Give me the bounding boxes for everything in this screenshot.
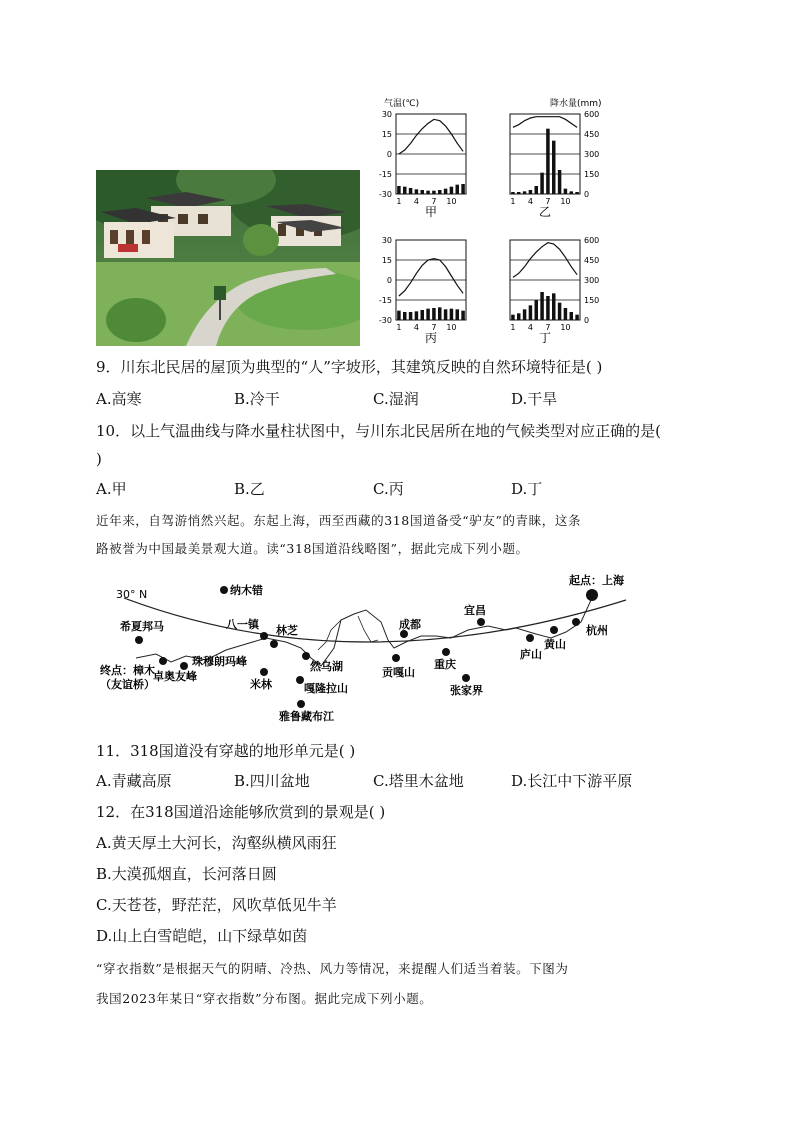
- q11-option-d[interactable]: D.长江中下游平原: [511, 772, 633, 790]
- precip-tick-label: 600: [584, 110, 600, 119]
- precip-bar: [558, 170, 562, 194]
- temp-tick-label: 30: [381, 236, 392, 245]
- precip-bar: [403, 312, 407, 320]
- label-bayi: 八一镇: [226, 618, 259, 631]
- label-ranwu: 然乌湖: [310, 660, 343, 673]
- month-tick-label: 1: [396, 323, 402, 332]
- map-dot-chongqing: [442, 648, 450, 656]
- precip-bar: [523, 309, 527, 320]
- map-dot-linzhi: [270, 640, 278, 648]
- precip-bar: [409, 188, 413, 194]
- precip-bar: [397, 311, 401, 320]
- label-zhuoao: 卓奥友峰: [153, 670, 197, 683]
- month-tick-label: 7: [431, 323, 437, 332]
- precip-bar: [558, 303, 562, 320]
- map-dot-huangshan: [550, 626, 558, 634]
- label-end-zhangmu: 终点：樟木: [100, 664, 155, 677]
- label-gongga: 贡嘎山: [382, 666, 415, 679]
- q10-option-d[interactable]: D.丁: [511, 480, 543, 498]
- month-tick-label: 7: [545, 323, 551, 332]
- temp-axis-label: 气温(℃): [384, 99, 420, 109]
- precip-bar: [450, 309, 454, 320]
- sichuan-houses-photo: [96, 170, 360, 346]
- month-tick-label: 10: [560, 323, 571, 332]
- month-tick-label: 7: [545, 197, 551, 206]
- month-tick-label: 4: [527, 197, 533, 206]
- chart-name-label: 丁: [538, 331, 552, 345]
- q11-option-b[interactable]: B.四川盆地: [234, 772, 310, 790]
- precip-bar: [523, 191, 527, 194]
- map-dot-shanghai: [586, 589, 598, 601]
- map-dot-zhangjiajie: [462, 674, 470, 682]
- chart-name-label: 乙: [538, 205, 552, 219]
- temp-tick-label: -15: [378, 296, 392, 305]
- precip-bar: [529, 305, 533, 320]
- precip-bar: [461, 184, 465, 194]
- precip-bar: [535, 186, 539, 194]
- map-dot-yichang: [477, 618, 485, 626]
- question-12: 12．在318国道沿途能够欣赏到的景观是( ): [96, 803, 386, 821]
- precip-bar: [456, 309, 460, 320]
- label-yichang: 宜昌: [464, 604, 486, 617]
- q11-option-c[interactable]: C.塔里木盆地: [373, 772, 464, 790]
- passage-dressing-line1: “穿衣指数”是根据天气的阴晴、冷热、风力等情况，来提醒人们适当着装。下图为: [96, 961, 569, 976]
- precip-axis-label: 降水量(mm): [550, 99, 602, 109]
- temperature-line: [399, 259, 463, 296]
- temp-tick-label: -30: [378, 316, 392, 325]
- label-linzhi: 林芝: [276, 624, 298, 637]
- map-dot-namucuo: [220, 586, 228, 594]
- precip-bar: [426, 191, 430, 194]
- precip-tick-label: 0: [584, 190, 590, 199]
- precip-tick-label: 600: [584, 236, 600, 245]
- q9-option-b[interactable]: B.冷干: [234, 390, 280, 408]
- label-chengdu: 成都: [399, 618, 421, 631]
- month-tick-label: 10: [446, 197, 457, 206]
- precip-bar: [444, 309, 448, 320]
- question-11: 11．318国道没有穿越的地形单元是( ): [96, 742, 356, 760]
- month-tick-label: 1: [510, 197, 516, 206]
- precip-bar: [564, 189, 568, 194]
- label-namucuo: 纳木错: [230, 584, 263, 597]
- precip-bar: [432, 191, 436, 194]
- precip-bar: [552, 293, 556, 320]
- precip-tick-label: 450: [584, 130, 600, 139]
- precip-bar: [570, 312, 574, 320]
- precip-bar: [421, 190, 425, 194]
- q12-option-a[interactable]: A.黄天厚土大河长，沟壑纵横风雨狂: [96, 834, 337, 852]
- precip-bar: [432, 308, 436, 320]
- label-end-youyiqiao: （友谊桥）: [100, 678, 155, 691]
- q9-option-a[interactable]: A.高寒: [96, 390, 142, 408]
- map-dot-galongla: [296, 676, 304, 684]
- temp-tick-label: -15: [378, 170, 392, 179]
- precip-bar: [517, 192, 521, 194]
- precip-bar: [444, 189, 448, 194]
- precip-bar: [564, 308, 568, 320]
- label-zhangjiajie: 张家界: [450, 684, 483, 697]
- precip-tick-label: 150: [584, 170, 600, 179]
- precip-bar: [535, 300, 539, 320]
- precip-bar: [570, 191, 574, 194]
- precip-bar: [450, 187, 454, 194]
- chart-name-label: 丙: [424, 331, 438, 345]
- month-tick-label: 1: [510, 323, 516, 332]
- precip-bar: [517, 313, 521, 320]
- map-dot-gongga: [392, 654, 400, 662]
- precip-tick-label: 0: [584, 316, 590, 325]
- precip-bar: [546, 296, 550, 320]
- temperature-line: [513, 117, 577, 128]
- climate-charts: [370, 96, 610, 346]
- month-tick-label: 4: [413, 323, 419, 332]
- precip-bar: [575, 315, 579, 320]
- month-tick-label: 7: [431, 197, 437, 206]
- map-dot-ranwu: [302, 652, 310, 660]
- label-huangshan: 黄山: [544, 638, 566, 651]
- label-galongla: 嘎隆拉山: [304, 682, 348, 695]
- chart-name-label: 甲: [424, 205, 438, 219]
- map-dot-zhuoao: [180, 662, 188, 670]
- month-tick-label: 1: [396, 197, 402, 206]
- label-hangzhou: 杭州: [586, 624, 608, 637]
- question-10: 10．以上气温曲线与降水量柱状图中，与川东北民居所在地的气候类型对应正确的是(: [96, 422, 661, 440]
- precip-bar: [546, 129, 550, 194]
- passage-318-line2: 路被誉为中国最美景观大道。读“318国道沿线略图”，据此完成下列小题。: [96, 541, 529, 556]
- map-dot-milin: [260, 668, 268, 676]
- q12-option-b[interactable]: B.大漠孤烟直，长河落日圆: [96, 865, 277, 883]
- precip-bar: [438, 307, 442, 320]
- map-dot-chengdu: [400, 630, 408, 638]
- map-dot-xixiabangma: [135, 636, 143, 644]
- route-318-map: [96, 570, 636, 722]
- q10-option-a[interactable]: A.甲: [96, 480, 127, 498]
- month-tick-label: 10: [446, 323, 457, 332]
- q10-option-c[interactable]: C.丙: [373, 480, 404, 498]
- precip-bar: [409, 312, 413, 320]
- question-9: 9．川东北民居的屋顶为典型的“人”字坡形，其建筑反映的自然环境特征是( ): [96, 358, 603, 376]
- q11-option-a[interactable]: A.青藏高原: [96, 772, 172, 790]
- q9-option-d[interactable]: D.干旱: [511, 390, 558, 408]
- precip-bar: [575, 192, 579, 194]
- temp-tick-label: 30: [381, 110, 392, 119]
- precip-tick-label: 300: [584, 276, 600, 285]
- precip-bar: [540, 173, 544, 194]
- passage-dressing-line2: 我国2023年某日“穿衣指数”分布图。据此完成下列小题。: [96, 991, 433, 1006]
- precip-bar: [438, 190, 442, 194]
- precip-tick-label: 450: [584, 256, 600, 265]
- temperature-line: [399, 119, 463, 154]
- temp-tick-label: 15: [381, 130, 392, 139]
- month-tick-label: 10: [560, 197, 571, 206]
- precip-bar: [511, 192, 515, 194]
- temp-tick-label: 0: [386, 150, 392, 159]
- label-start-shanghai: 起点：上海: [569, 574, 624, 587]
- precip-bar: [415, 189, 419, 194]
- q12-option-d[interactable]: D.山上白雪皑皑，山下绿草如茵: [96, 927, 308, 945]
- precip-bar: [540, 292, 544, 320]
- label-xixiabangma: 希夏邦马: [120, 620, 164, 633]
- precip-bar: [511, 315, 515, 320]
- latitude-label: 30° N: [116, 588, 148, 601]
- precip-bar: [552, 141, 556, 194]
- precip-tick-label: 150: [584, 296, 600, 305]
- map-dot-lushan: [526, 634, 534, 642]
- precip-bar: [456, 185, 460, 194]
- temp-tick-label: 0: [386, 276, 392, 285]
- label-zhumulangma: 珠穆朗玛峰: [192, 655, 247, 668]
- precip-bar: [529, 190, 533, 194]
- map-dot-yarlung: [297, 700, 305, 708]
- precip-bar: [397, 186, 401, 194]
- precip-bar: [461, 311, 465, 320]
- question-10-close: ): [96, 450, 102, 468]
- label-chongqing: 重庆: [434, 658, 456, 671]
- label-yarlung: 雅鲁藏布江: [279, 710, 334, 722]
- precip-bar: [415, 311, 419, 320]
- map-dot-zhangmu: [159, 657, 167, 665]
- precip-tick-label: 300: [584, 150, 600, 159]
- latitude-30n-line: [124, 598, 626, 642]
- label-milin: 米林: [250, 678, 272, 691]
- temp-tick-label: 15: [381, 256, 392, 265]
- month-tick-label: 4: [413, 197, 419, 206]
- month-tick-label: 4: [527, 323, 533, 332]
- precip-bar: [403, 187, 407, 194]
- temp-tick-label: -30: [378, 190, 392, 199]
- label-lushan: 庐山: [520, 648, 542, 661]
- map-dot-bayi: [260, 632, 268, 640]
- q12-option-c[interactable]: C.天苍苍，野茫茫，风吹草低见牛羊: [96, 896, 337, 914]
- q9-option-c[interactable]: C.湿润: [373, 390, 419, 408]
- map-dot-hangzhou: [572, 618, 580, 626]
- passage-318-line1: 近年来，自驾游悄然兴起。东起上海，西至西藏的318国道备受“驴友”的青睐，这条: [96, 513, 582, 528]
- precip-bar: [426, 309, 430, 320]
- q10-option-b[interactable]: B.乙: [234, 480, 265, 498]
- precip-bar: [421, 310, 425, 320]
